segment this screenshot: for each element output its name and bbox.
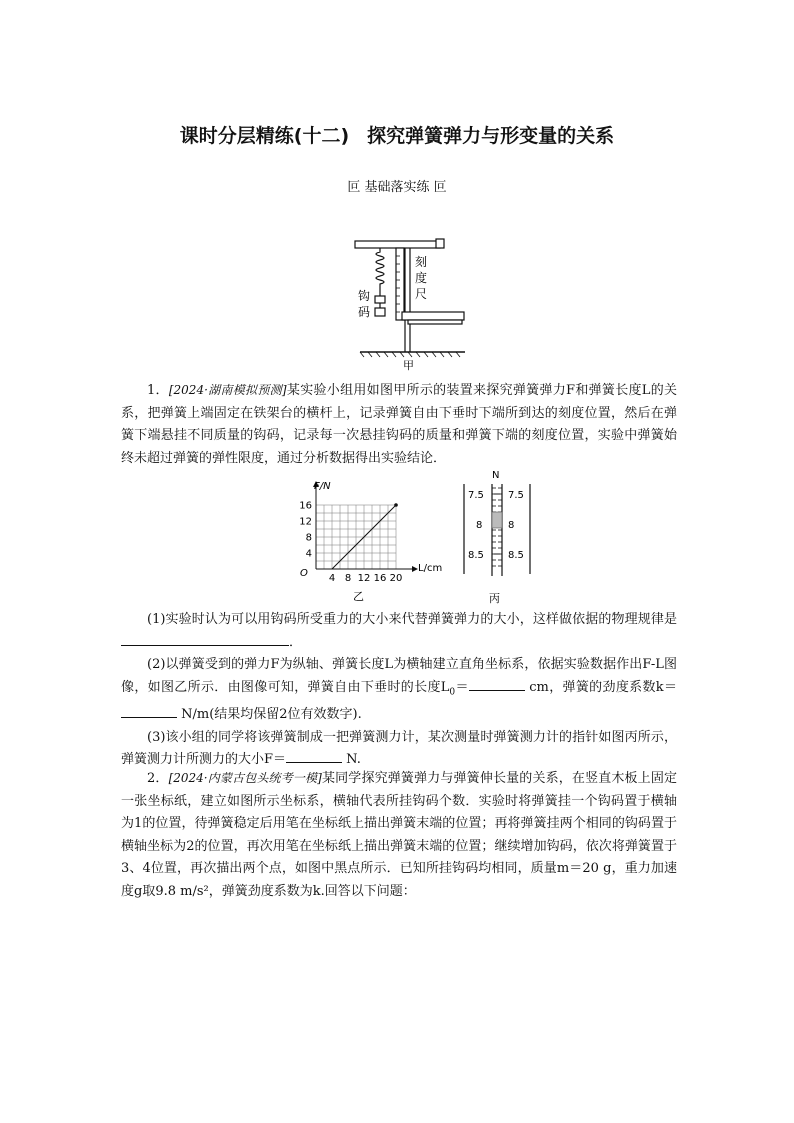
- section-heading: 叵 基础落实练 叵: [347, 180, 447, 195]
- q2-source: [2024·内蒙古包头统考一模]: [168, 771, 322, 785]
- scale-tick-right-2: 8: [508, 520, 515, 531]
- figure-bing: [456, 466, 538, 608]
- page-title: [0, 121, 794, 148]
- chart-grid: [316, 505, 396, 569]
- answer-blank-k[interactable]: [121, 704, 177, 718]
- q1-part-1: (1)实验时认为可以用钩码所受重力的大小来代替弹簧弹力的大小，这样做依据的物理规律是．: [121, 609, 677, 654]
- weight-label-1: 钩: [358, 289, 371, 303]
- answer-blank-f[interactable]: [286, 749, 342, 763]
- scale-tick-left-1: 7.5: [468, 490, 484, 501]
- q1-stem: [121, 379, 677, 470]
- y-tick-label: 8: [305, 532, 312, 544]
- question-1: [121, 379, 677, 470]
- scale-tick-left-2: 8: [476, 520, 483, 531]
- title-main: 课时分层精练(十二): [179, 125, 350, 147]
- chart-origin: O: [300, 568, 308, 579]
- scale-unit: N: [492, 470, 500, 481]
- q1-number: 1．: [147, 383, 169, 398]
- q1-parts: [121, 609, 677, 772]
- chart-f-l: [294, 473, 454, 605]
- chart-ylabel: F/N: [314, 481, 331, 492]
- chart-xlabel: L/cm: [418, 563, 443, 574]
- question-2: [121, 767, 677, 904]
- x-tick-label: 16: [373, 573, 387, 584]
- figure-jia: [350, 236, 480, 371]
- x-tick-label: 8: [344, 573, 352, 584]
- caption-jia: 甲: [403, 359, 414, 371]
- q2-stem: [121, 767, 677, 904]
- x-tick-label: 4: [328, 573, 336, 584]
- q1-source: [2024·湖南模拟预测]: [168, 383, 287, 397]
- weight-label-2: 码: [358, 305, 371, 319]
- scale-tick-left-3: 8.5: [468, 550, 484, 561]
- chart-axes: [313, 481, 418, 572]
- answer-blank-law[interactable]: [121, 632, 289, 646]
- q1-part-3: (3)该小组的同学将该弹簧制成一把弹簧测力计，某次测量时弹簧测力计的指针如图丙所示，弹簧测力计所测力的大小F＝ N.: [121, 729, 677, 768]
- q2-stem-text: 某同学探究弹簧弹力与弹簧伸长量的关系，在竖直木板上固定一张坐标纸，建立如图所示坐标系，横轴代表所挂钩码个数．实验时将弹簧挂一个钩码置于横轴为1的位置，待弹簧稳定后用笔在坐标纸上描出弹簧末端的位置；再将弹簧挂两个相同的钩码置于横轴坐标为2的位置，再次用笔在坐标纸上描出弹簧末端的位置；继续增加钩码，依次将弹簧置于3、4位置，再次描出两个点，如图中黑点所示．已知所挂钩码均相同，质量m＝20 g，重力加速度g取9.8 m/s²，弹簧劲度系数为k.回答以下问题：: [121, 771, 677, 899]
- ruler-label-1: 刻: [415, 255, 428, 269]
- x-tick-label: 20: [389, 573, 403, 584]
- ruler-label-2: 度: [415, 271, 428, 285]
- title-sub: 探究弹簧弹力与形变量的关系: [367, 125, 615, 147]
- ruler-label-3: 尺: [415, 287, 428, 301]
- scale-tick-right-3: 8.5: [508, 550, 524, 561]
- x-tick-label: 12: [357, 573, 371, 584]
- y-tick-label: 12: [299, 516, 312, 528]
- y-tick-label: 16: [299, 500, 312, 512]
- data-point: [394, 503, 398, 507]
- y-tick-label: 4: [305, 548, 312, 560]
- caption-bing: 丙: [489, 592, 500, 605]
- q2-number: 2．: [147, 771, 169, 786]
- q1-part-2: (2)以弹簧受到的弹力F为纵轴、弹簧长度L为横轴建立直角坐标系，依据实验数据作出F-L图像，如图乙所示．由图像可知，弹簧自由下垂时的长度$L_0=$ cm，弹簧的劲度系数k＝ N/m(结果均保留2位有效数字).: [121, 657, 677, 722]
- scale-pointer: [492, 512, 502, 528]
- q1-stem-text: 某实验小组用如图甲所示的装置来探究弹簧弹力F和弹簧长度L的关系，把弹簧上端固定在铁架台的横杆上，记录弹簧自由下垂时下端所到达的刻度位置，然后在弹簧下端悬挂不同质量的钩码，记录每一次悬挂钩码的质量和弹簧下端的刻度位置，实验中弹簧始终未超过弹簧的弹性限度，通过分析数据得出实验结论．: [121, 383, 678, 466]
- answer-blank-l0[interactable]: [469, 677, 525, 691]
- chart-caption: 乙: [353, 590, 364, 603]
- scale-tick-right-1: 7.5: [508, 490, 524, 501]
